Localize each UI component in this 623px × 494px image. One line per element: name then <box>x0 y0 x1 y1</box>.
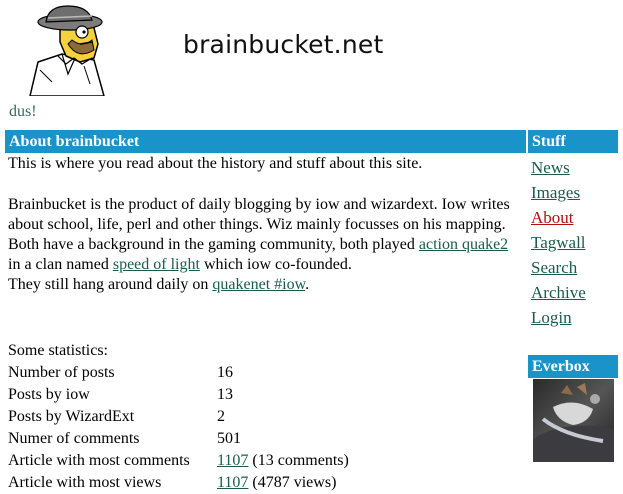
about-body: Brainbucket is the product of daily blogging by iow and wizardext. Iow writes about school, life, perl and other things. Wiz mainly focusses on his mapping. <box>8 196 510 233</box>
stat-label: Posts by iow <box>8 386 90 403</box>
nav-about[interactable]: About <box>531 208 574 227</box>
statistics-heading: Some statistics: <box>8 342 108 359</box>
sidebar-nav <box>531 155 586 330</box>
nav-news[interactable]: News <box>531 158 570 177</box>
statistics <box>8 340 349 494</box>
stat-row <box>8 384 349 406</box>
about-heading: About brainbucket <box>5 130 526 153</box>
nav-tagwall[interactable]: Tagwall <box>531 233 586 252</box>
stat-label: Number of posts <box>8 364 115 381</box>
everbox-image[interactable] <box>533 379 614 462</box>
stat-row: Article with most views 1107 (4787 views) <box>8 472 349 494</box>
stat-value: 501 <box>217 430 241 447</box>
stat-row: Article with most comments 1107 (13 comments) <box>8 450 349 472</box>
action-quake2-link[interactable]: action quake2 <box>418 236 509 253</box>
most-comments-article-link[interactable]: 1107 <box>217 452 249 469</box>
speed-of-light-link[interactable]: speed of light <box>112 256 200 273</box>
about-hangout: They still hang around daily on quakenet #iow. <box>8 276 310 293</box>
stuff-heading: Stuff <box>528 130 618 153</box>
stat-row <box>8 362 349 384</box>
stat-row <box>8 428 349 450</box>
nav-search[interactable]: Search <box>531 258 578 277</box>
nav-login[interactable]: Login <box>531 308 572 327</box>
about-content <box>8 154 523 295</box>
nav-archive[interactable]: Archive <box>531 283 586 302</box>
everbox-heading: Everbox <box>528 355 618 378</box>
site-title[interactable]: brainbucket.net <box>183 30 384 59</box>
everbox-photo-icon <box>533 379 614 462</box>
most-views-article-link[interactable]: 1107 <box>217 474 249 491</box>
about-background: Both have a background in the gaming community, both played action quake2 in a clan named speed of light which iow co-founded. <box>8 236 509 273</box>
nav-images[interactable]: Images <box>531 183 581 202</box>
stat-label: Article with most views <box>8 474 162 491</box>
stat-label: Posts by WizardExt <box>8 408 135 425</box>
stat-label: Article with most comments <box>8 452 190 469</box>
stat-row <box>8 406 349 428</box>
stat-label: Numer of comments <box>8 430 140 447</box>
stat-value: 2 <box>217 408 225 425</box>
stat-value: 13 <box>217 386 233 403</box>
site-logo[interactable] <box>22 4 112 96</box>
cartoon-logo-icon <box>22 4 112 96</box>
stat-value: 16 <box>217 364 233 381</box>
quakenet-link[interactable]: quakenet #iow <box>212 276 306 293</box>
tagline: dus! <box>9 103 37 120</box>
about-intro: This is where you read about the history and stuff about this site. <box>8 155 423 172</box>
